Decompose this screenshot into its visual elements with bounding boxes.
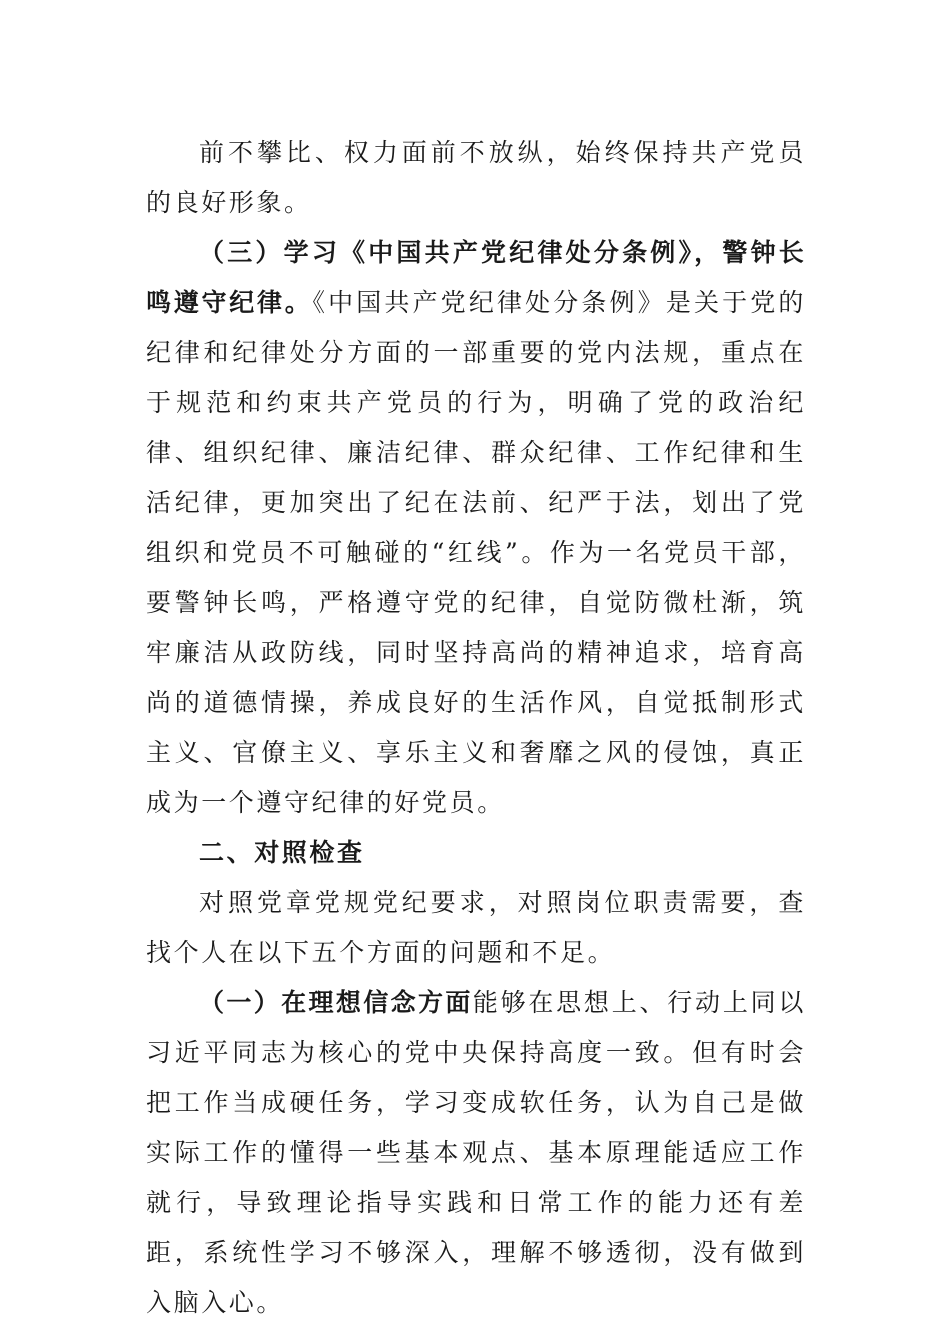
section-heading-comparison-check [146, 828, 806, 878]
paragraph-continuation: 前不攀比、权力面前不放纵，始终保持共产党员的良好形象。 [146, 138, 806, 217]
section-heading-text: 二、对照检查 [199, 838, 365, 867]
paragraph-lead-heading: （三）学习《中国共产党纪律处分条例》，警钟长鸣遵守纪律。 [146, 238, 806, 317]
document-body [146, 128, 806, 1328]
paragraph-discipline-regulations [146, 228, 806, 828]
paragraph-ideals-beliefs [146, 978, 806, 1328]
paragraph-body-text: 《中国共产党纪律处分条例》是关于党的纪律和纪律处分方面的一部重要的党内法规，重点在于规范和约束共产党员的行为，明确了党的政治纪律、组织纪律、廉洁纪律、群众纪律、工作纪律和生活纪律，更加突出了纪在法前、纪严于法，划出了党组织和党员不可触碰的“红线”。作为一名党员干部，要警钟长鸣，严格遵守党的纪律，自觉防微杜渐，筑牢廉洁从政防线，同时坚持高尚的精神追求，培育高尚的道德情操，养成良好的生活作风，自觉抵制形式主义、官僚主义、享乐主义和奢靡之风的侵蚀，真正成为一个遵守纪律的好党员。 [146, 288, 806, 817]
paragraph-comparison-intro: 对照党章党规党纪要求，对照岗位职责需要，查找个人在以下五个方面的问题和不足。 [146, 888, 806, 967]
paragraph-lead-heading: （一）在理想信念方面 [199, 988, 473, 1017]
paragraph-body-text: 能够在思想上、行动上同以习近平同志为核心的党中央保持高度一致。但有时会把工作当成硬任务，学习变成软任务，认为自己是做实际工作的懂得一些基本观点、基本原理能适应工作就行，导致理论指导实践和日常工作的能力还有差距，系统性学习不够深入，理解不够透彻，没有做到入脑入心。 [146, 988, 806, 1317]
